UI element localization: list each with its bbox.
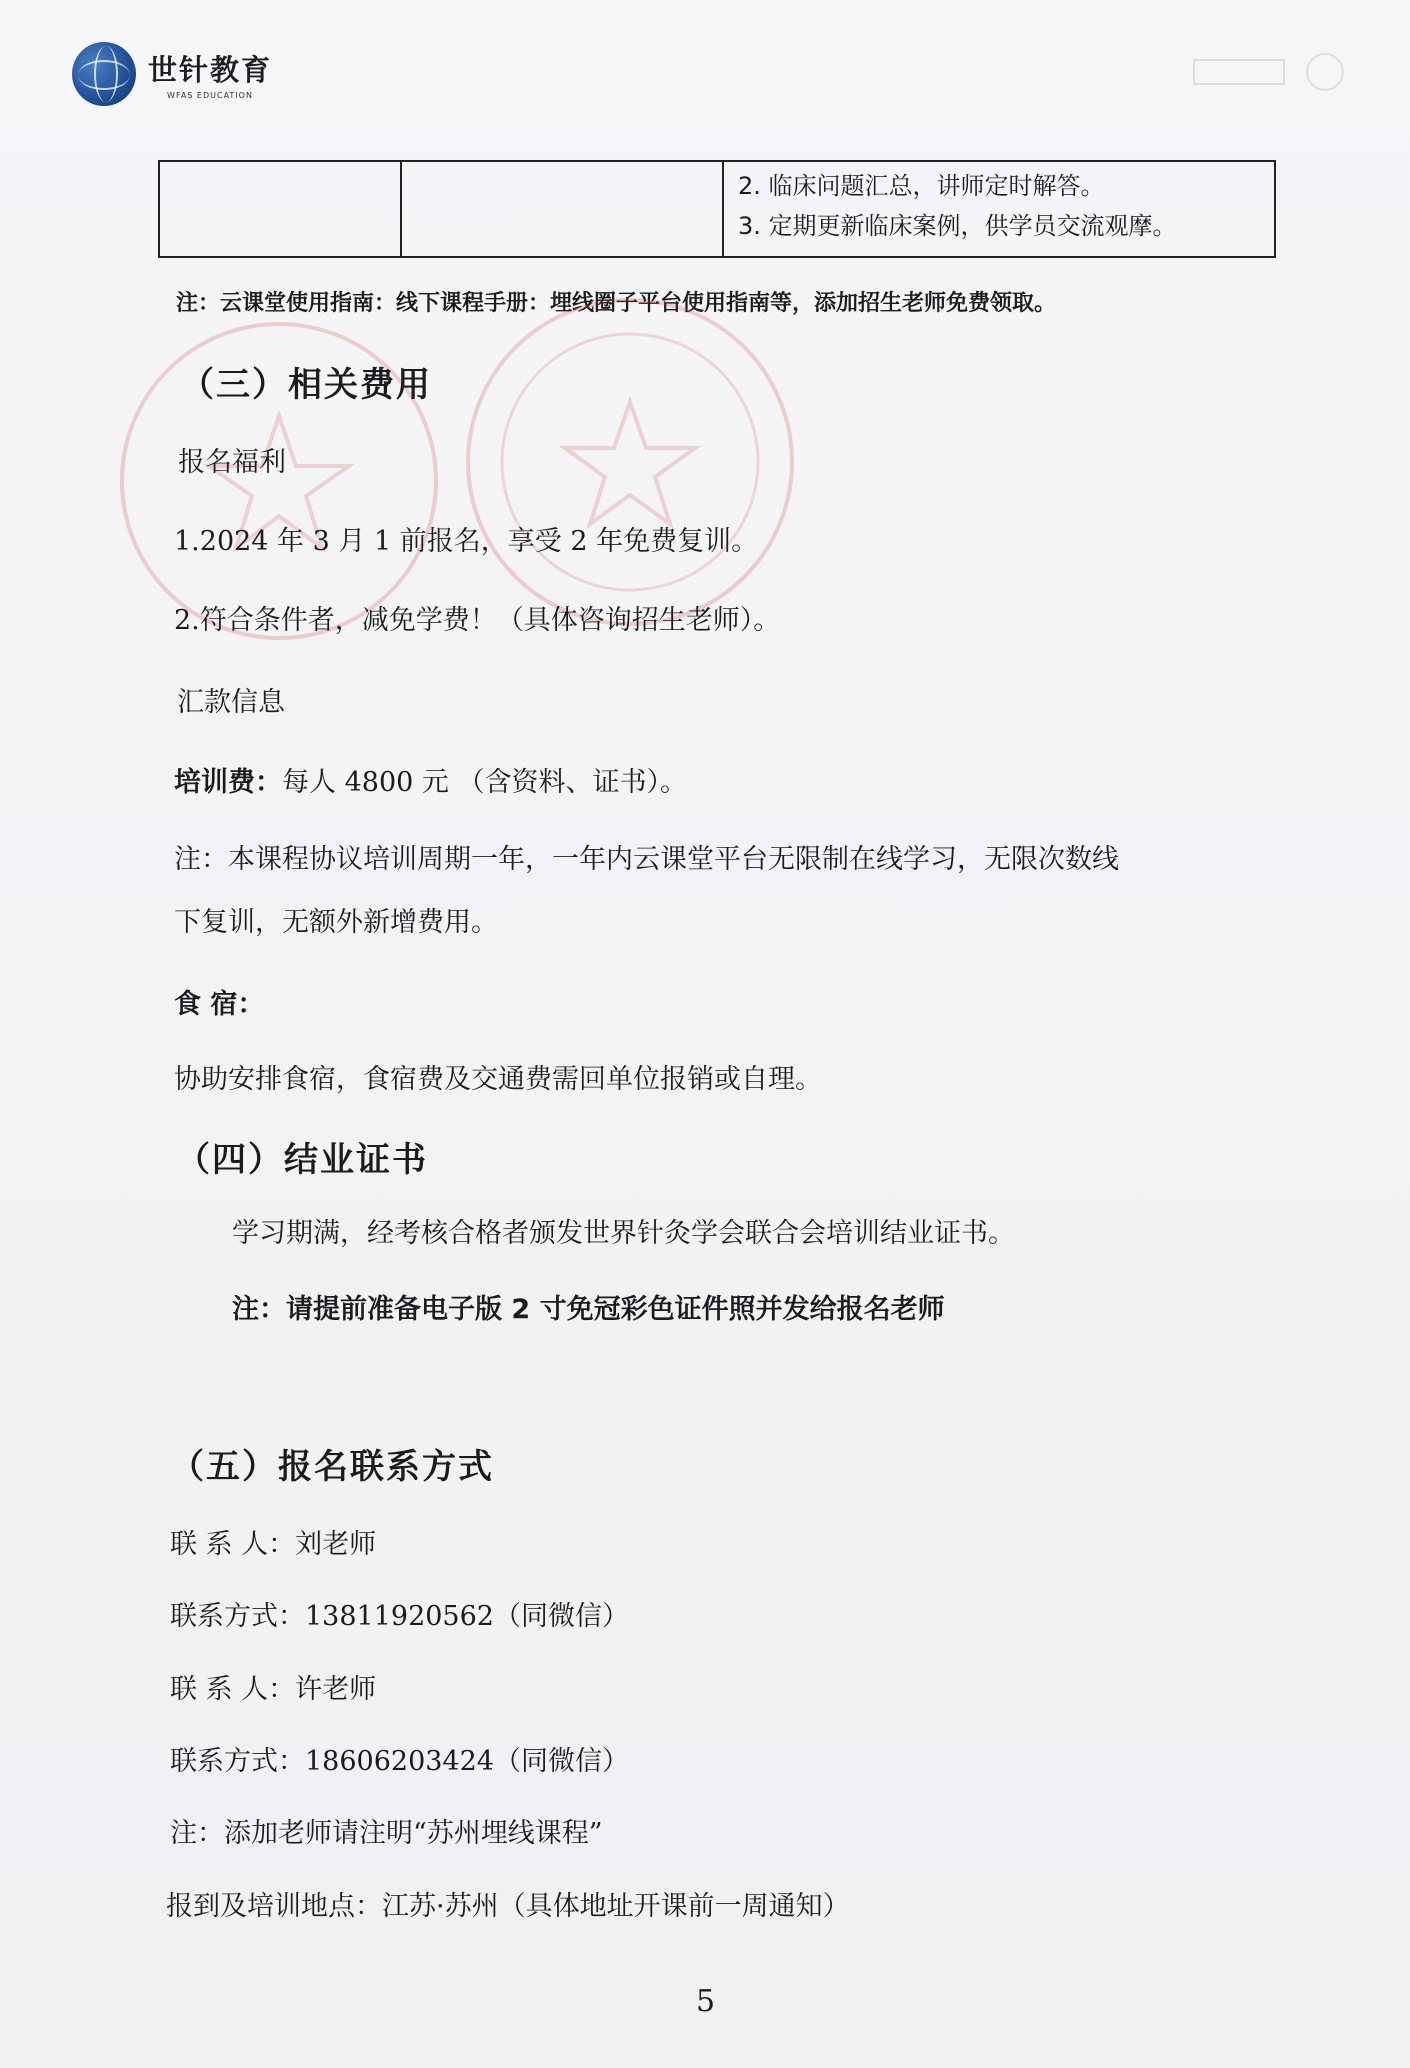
contact-2-phone: 18606203424（同微信） [305, 1746, 629, 1777]
fee-text: 每人 4800 元 （含资料、证书）。 [282, 767, 687, 798]
seal-star-icon [470, 302, 790, 622]
course-note-line-2: 下复训，无额外新增费用。 [174, 907, 498, 938]
contact-2-phone-label: 联系方式： [170, 1746, 305, 1777]
contact-2-phone-row [170, 1745, 629, 1779]
contact-1-name: 刘老师 [295, 1529, 377, 1560]
training-location: 报到及培训地点：江苏·苏州（具体地址开课前一周通知） [166, 1891, 850, 1922]
globe-icon [72, 42, 136, 106]
training-fee [174, 766, 687, 800]
contact-1-phone: 13811920562（同微信） [305, 1601, 629, 1632]
table-cell-content [723, 161, 1275, 257]
contact-1-phone-label: 联系方式： [170, 1601, 305, 1632]
section-3-heading: （三）相关费用 [180, 365, 432, 405]
payment-title: 汇款信息 [177, 687, 285, 718]
benefit-item-2: 2.符合条件者，减免学费！（具体咨询招生老师）。 [174, 605, 781, 636]
logo-english-name: WFAS EDUCATION [167, 91, 253, 100]
benefits-title: 报名福利 [178, 447, 286, 478]
contact-1 [170, 1528, 376, 1562]
course-note-line-1: 注：本课程协议培训周期一年，一年内云课堂平台无限制在线学习，无限次数线 [174, 844, 1119, 875]
lodging-text: 协助安排食宿，食宿费及交通费需回单位报销或自理。 [174, 1064, 822, 1095]
curriculum-table-fragment [158, 160, 1276, 258]
logo-chinese-name: 世针教育 [148, 53, 273, 87]
fee-label: 培训费： [174, 767, 282, 798]
contact-1-phone-row [170, 1600, 629, 1634]
wfas-logo [72, 42, 272, 106]
table-cell-empty-1 [159, 161, 401, 257]
note-cloud-guide: 注：云课堂使用指南：线下课程手册：埋线圈子平台使用指南等，添加招生老师免费领取。 [176, 291, 1057, 316]
lodging-label: 食 宿： [174, 989, 265, 1020]
benefit-item-1: 1.2024 年 3 月 1 前报名，享受 2 年免费复训。 [174, 526, 759, 557]
table-line-3: 3. 定期更新临床案例，供学员交流观摩。 [738, 212, 1177, 240]
section-5-heading: （五）报名联系方式 [170, 1447, 494, 1487]
contact-2-label: 联 系 人： [170, 1674, 296, 1705]
contact-2-name: 许老师 [295, 1674, 377, 1705]
contact-note: 注：添加老师请注明“苏州埋线课程” [170, 1818, 603, 1849]
certificate-photo-note: 注：请提前准备电子版 2 寸免冠彩色证件照并发给报名老师 [232, 1294, 945, 1325]
certificate-text: 学习期满，经考核合格者颁发世界针灸学会联合会培训结业证书。 [232, 1218, 1015, 1249]
page-number: 5 [696, 1984, 716, 2019]
contact-2 [170, 1673, 376, 1707]
red-seal-stamp-right [466, 298, 794, 626]
contact-1-label: 联 系 人： [170, 1529, 296, 1560]
table-cell-empty-2 [401, 161, 723, 257]
table-line-2: 2. 临床问题汇总，讲师定时解答。 [738, 172, 1105, 200]
faint-watermark-icon [1190, 52, 1350, 92]
section-4-heading: （四）结业证书 [176, 1140, 428, 1180]
